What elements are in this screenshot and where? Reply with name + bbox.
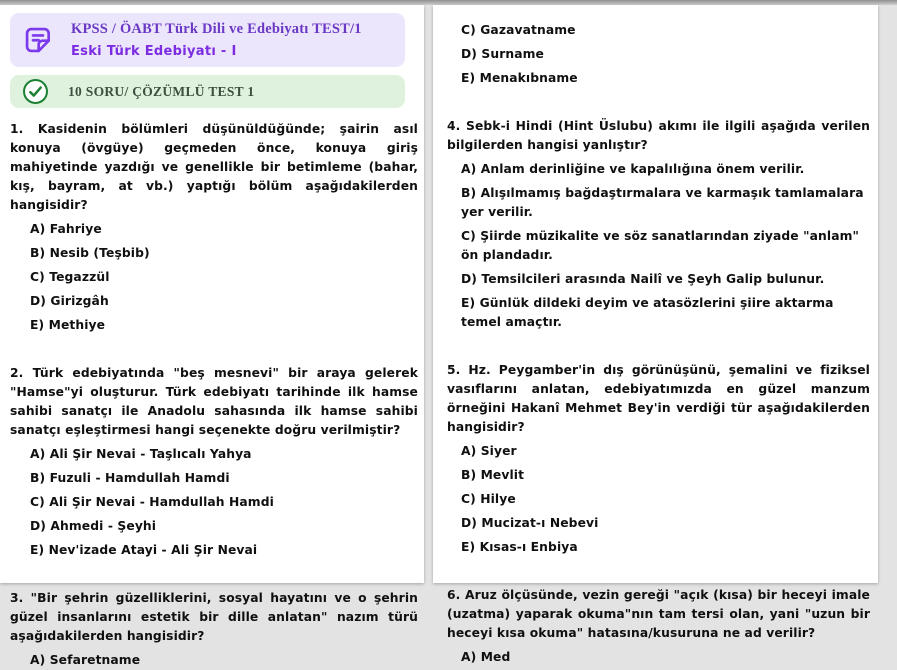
answer-option: B) Alışılmamış bağdaştırmalara ve karmaşık tamlamalara yer verilir. — [461, 186, 864, 219]
question-block-6 — [447, 586, 870, 667]
answer-option: D) Surname — [461, 47, 544, 61]
answer-option: A) Anlam derinliğine ve kapalılığına önem verilir. — [461, 162, 805, 176]
answer-option: E) Methiye — [30, 318, 106, 332]
answer-option: E) Günlük dildeki deyim ve atasözlerini şiire aktarma temel amaçtır. — [461, 296, 834, 329]
answer-option: A) Ali Şir Nevai - Taşlıcalı Yahya — [30, 447, 252, 461]
question-block-3 — [10, 589, 418, 670]
header-texts — [71, 21, 362, 59]
question-block-4 — [447, 117, 870, 332]
answer-option: A) Fahriye — [30, 222, 102, 236]
question-text: 6. Aruz ölçüsünde, vezin gereği "açık (kısa) bir heceyi imale (uzatma) yaparak okuma"nın tam tersi olan, yani "uzun bir heceyi kısa okuma" hatasına/kusuruna ne ad verilir? — [447, 588, 870, 640]
answer-option: B) Mevlit — [461, 468, 525, 482]
answer-option: A) Med — [461, 650, 511, 664]
question-3-continued-options — [447, 21, 870, 88]
note-icon — [22, 24, 54, 56]
answer-option: D) Temsilcileri arasında Nailî ve Şeyh Galip bulunur. — [461, 272, 825, 286]
question-text: 3. "Bir şehrin güzelliklerini, sosyal hayatını ve o şehrin güzel insanlarını estetik bir dille anlatan" nazım türü aşağıdakilerden hangisidir? — [10, 591, 418, 643]
answer-option: E) Kısas-ı Enbiya — [461, 540, 578, 554]
test-subtitle: Eski Türk Edebiyatı - I — [71, 44, 237, 59]
header-card — [10, 13, 405, 67]
answer-option: C) Ali Şir Nevai - Hamdullah Hamdi — [30, 495, 274, 509]
check-circle-icon — [22, 78, 49, 105]
answer-option: D) Mucizat-ı Nebevi — [461, 516, 599, 530]
info-banner-label: 10 SORU/ ÇÖZÜMLÜ TEST 1 — [68, 83, 255, 99]
answer-option: D) Ahmedi - Şeyhi — [30, 519, 157, 533]
answer-option: B) Nesib (Teşbib) — [30, 246, 150, 260]
answer-option: D) Girizgâh — [30, 294, 109, 308]
answer-option: B) Fuzuli - Hamdullah Hamdi — [30, 471, 230, 485]
answer-option: C) Gazavatname — [461, 23, 576, 37]
answer-option: C) Hilye — [461, 492, 516, 506]
question-block-5 — [447, 361, 870, 557]
answer-option: C) Şiirde müzikalite ve söz sanatlarından ziyade "anlam" ön plandadır. — [461, 229, 860, 262]
answer-option: A) Sefaretname — [30, 653, 141, 667]
test-title: KPSS / ÖABT Türk Dili ve Edebiyatı TEST/1 — [71, 21, 362, 37]
answer-option: C) Tegazzül — [30, 270, 110, 284]
question-text: 1. Kasidenin bölümleri düşünüldüğünde; şairin asıl konuya (övgüye) geçmeden önce, konuya giriş mahiyetinde yazdığı ve genellikle bir betimleme (bahar, kış, bayram, at vb.) yaptığı bölüm aşağıdakilerden hangisidir? — [10, 122, 418, 212]
question-block-1 — [10, 120, 418, 335]
question-block-2 — [10, 364, 418, 560]
document-page-left — [0, 5, 424, 667]
answer-option: E) Menakıbname — [461, 71, 578, 85]
document-page-right — [433, 5, 878, 664]
question-text: 5. Hz. Peygamber'in dış görünüşünü, şemalini ve fiziksel vasıflarını anlatan, edebiyatımızda en güzel manzum örneğini Hakanî Mehmet Bey'in verdiği tür aşağıdakilerden hangisidir? — [447, 363, 870, 434]
answer-option: A) Siyer — [461, 444, 517, 458]
answer-option: E) Nev'izade Atayi - Ali Şir Nevai — [30, 543, 258, 557]
info-banner — [10, 75, 405, 108]
question-text: 2. Türk edebiyatında "beş mesnevi" bir araya gelerek "Hamse"yi oluşturur. Türk edebiyatı tarihinde ilk hamse sahibi sanatçı ile Anadolu sahasında ilk hamse sahibi sanatçı eşleştirmesi hangi seçenekte doğru verilmiştir? — [10, 366, 418, 437]
question-text: 4. Sebk-i Hindi (Hint Üslubu) akımı ile ilgili aşağıda verilen bilgilerden hangisi yanlıştır? — [447, 119, 870, 152]
